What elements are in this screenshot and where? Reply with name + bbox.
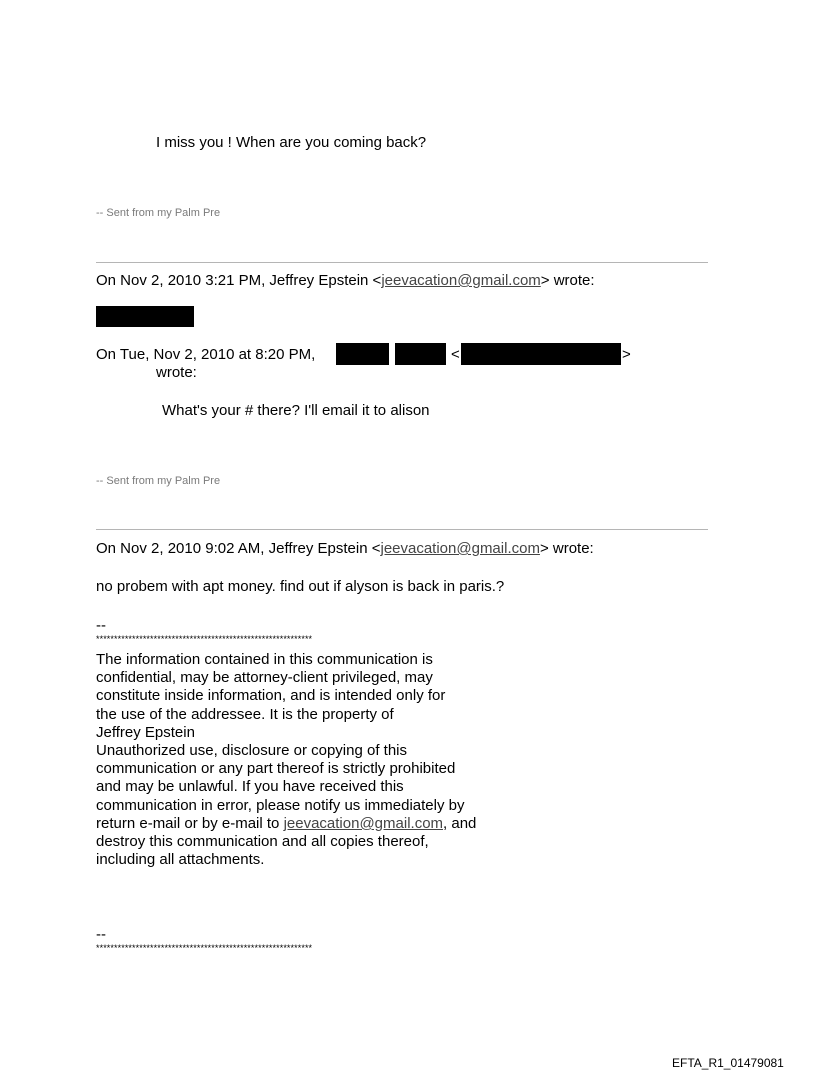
disclaimer-line: Jeffrey Epstein xyxy=(96,723,195,741)
email-link-2[interactable]: jeevacation@gmail.com xyxy=(380,540,540,557)
disclaimer-line xyxy=(96,815,536,833)
disclaimer-line: confidential, may be attorney-client privileged, may xyxy=(96,669,433,687)
signature-dash-2: -- xyxy=(96,926,106,943)
reply-header-2-prefix: On Tue, Nov 2, 2010 at 8:20 PM, xyxy=(96,346,316,363)
email-link-3[interactable]: jeevacation@gmail.com xyxy=(283,814,444,832)
reply-header-2-wrote: wrote: xyxy=(156,364,197,381)
disclaimer-line: destroy this communication and all copies thereof, xyxy=(96,833,429,851)
disclaimer-line-10-suffix: , and xyxy=(443,814,477,832)
disclaimer-line: communication in error, please notify us immediately by xyxy=(96,796,465,814)
reply-header-1-suffix: > wrote: xyxy=(540,272,595,289)
disclaimer-line: Unauthorized use, disclosure or copying of this xyxy=(96,742,408,760)
reply-header-1-prefix: On Nov 2, 2010 3:21 PM, Jeffrey Epstein < xyxy=(96,272,382,289)
reply-header-1 xyxy=(96,272,595,290)
disclaimer-line: and may be unlawful. If you have received this xyxy=(96,778,404,796)
signature-dash-1: -- xyxy=(96,617,106,634)
disclaimer-line: including all attachments. xyxy=(96,851,265,869)
disclaimer-line: constitute inside information, and is intended only for xyxy=(96,687,446,705)
reply-header-3-suffix: > wrote: xyxy=(539,540,594,557)
reply-header-3 xyxy=(96,540,594,558)
message-3: no probem with apt money. find out if alyson is back in paris.? xyxy=(96,578,505,595)
confidentiality-disclaimer xyxy=(96,651,536,869)
disclaimer-line: communication or any part thereof is strictly prohibited xyxy=(96,760,456,778)
disclaimer-line-10-prefix: return e-mail or by e-mail to xyxy=(96,814,284,832)
message-top: I miss you ! When are you coming back? xyxy=(156,134,427,151)
redaction-block-3 xyxy=(395,343,446,365)
redaction-block-2 xyxy=(336,343,389,365)
reply-header-3-prefix: On Nov 2, 2010 9:02 AM, Jeffrey Epstein < xyxy=(96,540,381,557)
reply-header-2-lt: < xyxy=(451,346,460,363)
redaction-block-1 xyxy=(96,306,194,327)
signature-2: -- Sent from my Palm Pre xyxy=(96,475,221,487)
asterisk-separator-2: ************************************************************ xyxy=(96,943,313,953)
asterisk-separator-1: ************************************************************ xyxy=(96,634,313,644)
divider-2 xyxy=(96,529,708,530)
document-id: EFTA_R1_01479081 xyxy=(672,1056,784,1070)
disclaimer-line: the use of the addressee. It is the property of xyxy=(96,705,394,723)
signature-1: -- Sent from my Palm Pre xyxy=(96,207,221,219)
email-link-1[interactable]: jeevacation@gmail.com xyxy=(381,272,541,289)
disclaimer-line: The information contained in this communication is xyxy=(96,651,433,668)
message-2: What's your # there? I'll email it to alison xyxy=(162,402,430,419)
reply-header-2-gt: > xyxy=(622,346,631,363)
redaction-block-4 xyxy=(461,343,621,365)
divider-1 xyxy=(96,262,708,263)
